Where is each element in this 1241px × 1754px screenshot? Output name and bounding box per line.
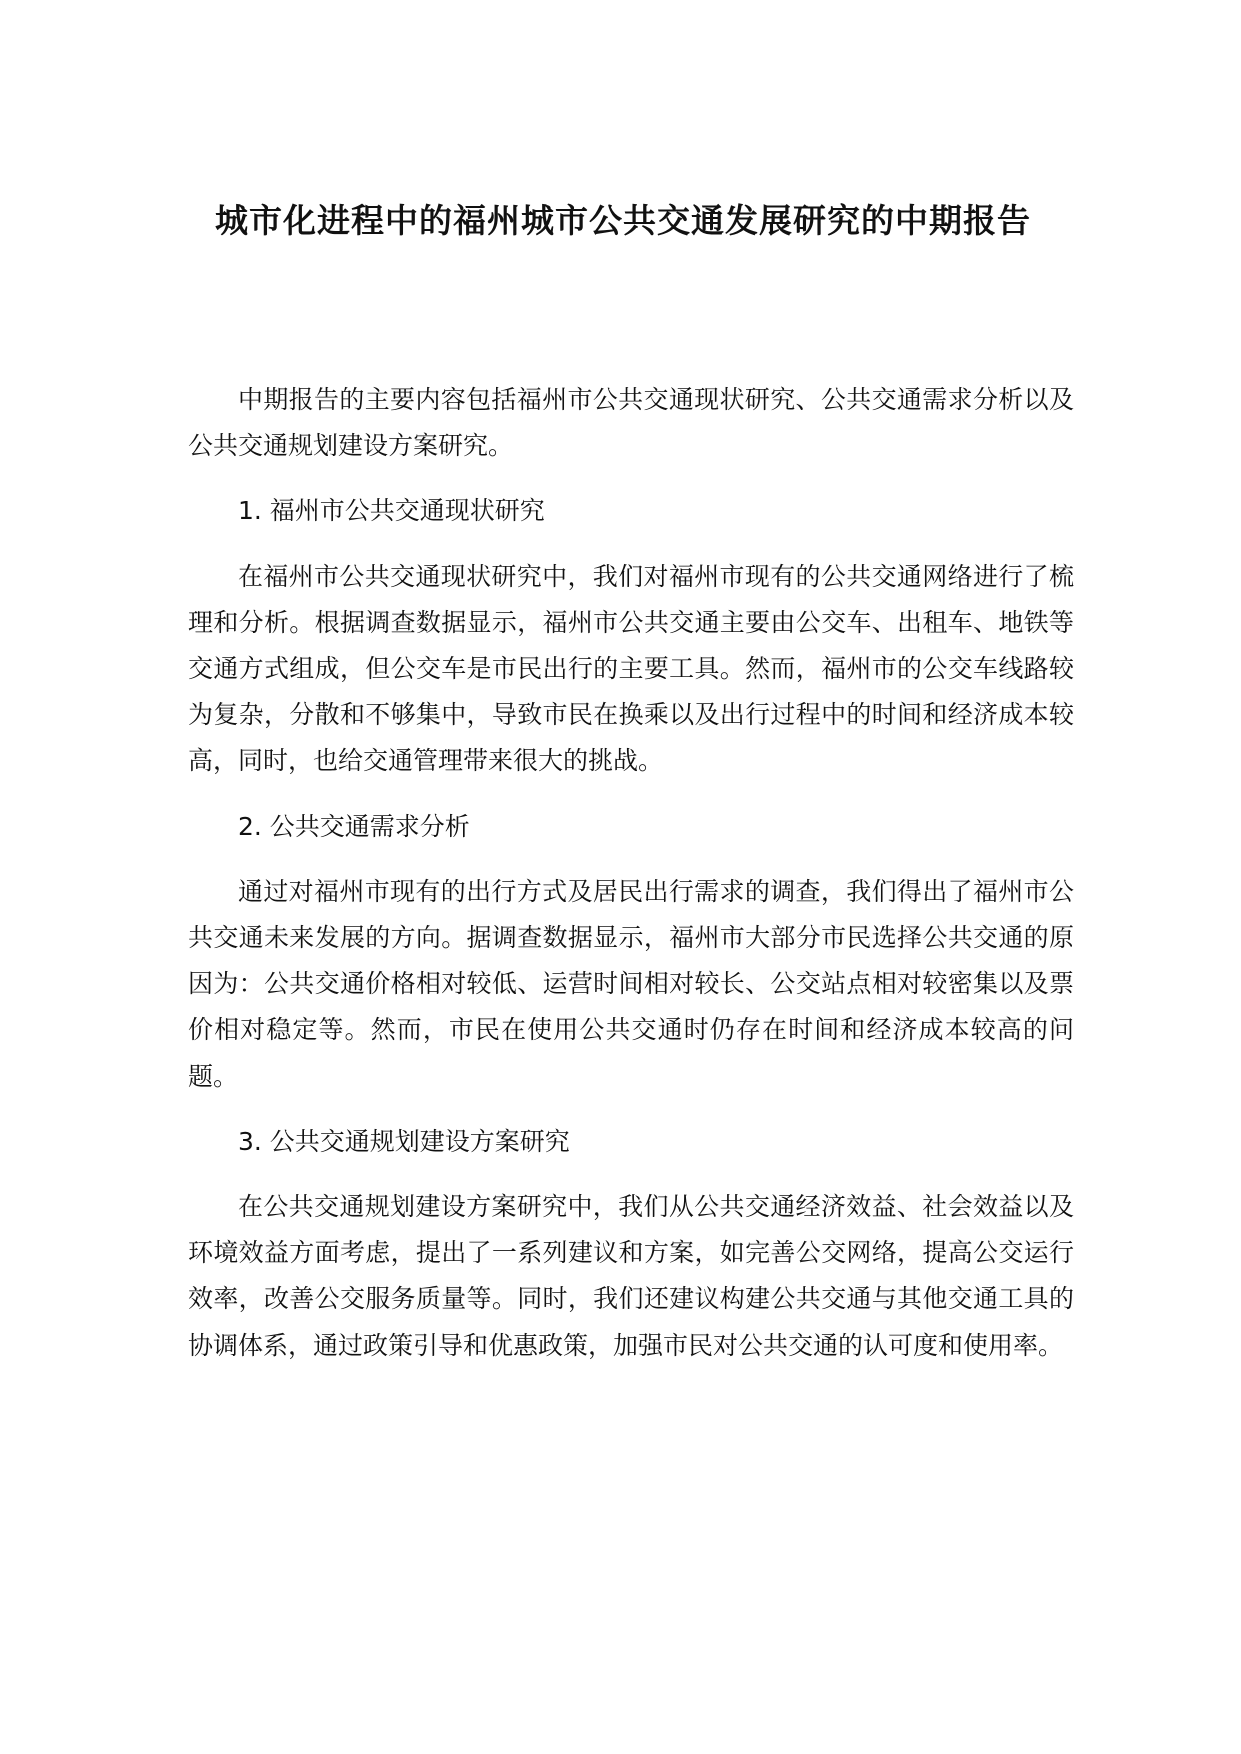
section-heading-3: 3. 公共交通规划建设方案研究 (238, 1126, 570, 1156)
document-title: 城市化进程中的福州城市公共交通发展研究的中期报告 (215, 201, 1031, 240)
document-body (188, 377, 1074, 1388)
section-paragraph-3: 在公共交通规划建设方案研究中，我们从公共交通经济效益、社会效益以及环境效益方面考虑，提出了一系列建议和方案，如完善公交网络，提高公交运行效率，改善公交服务质量等。同时，我们还建议构建公共交通与其他交通工具的协调体系，通过政策引导和优惠政策，加强市民对公共交通的认可度和使用率。 (188, 1192, 1074, 1360)
section-paragraph-1: 在福州市公共交通现状研究中，我们对福州市现有的公共交通网络进行了梳理和分析。根据调查数据显示，福州市公共交通主要由公交车、出租车、地铁等交通方式组成，但公交车是市民出行的主要工具。然而，福州市的公交车线路较为复杂，分散和不够集中，导致市民在换乘以及出行过程中的时间和经济成本较高，同时，也给交通管理带来很大的挑战。 (188, 561, 1074, 776)
section-heading-2: 2. 公共交通需求分析 (238, 811, 470, 841)
intro-paragraph: 中期报告的主要内容包括福州市公共交通现状研究、公共交通需求分析以及公共交通规划建设方案研究。 (188, 385, 1074, 461)
section-heading-1: 1. 福州市公共交通现状研究 (238, 496, 545, 526)
section-paragraph-2: 通过对福州市现有的出行方式及居民出行需求的调查，我们得出了福州市公共交通未来发展的方向。据调查数据显示，福州市大部分市民选择公共交通的原因为：公共交通价格相对较低、运营时间相对较长、公交站点相对较密集以及票价相对稳定等。然而，市民在使用公共交通时仍存在时间和经济成本较高的问题。 (188, 876, 1074, 1091)
